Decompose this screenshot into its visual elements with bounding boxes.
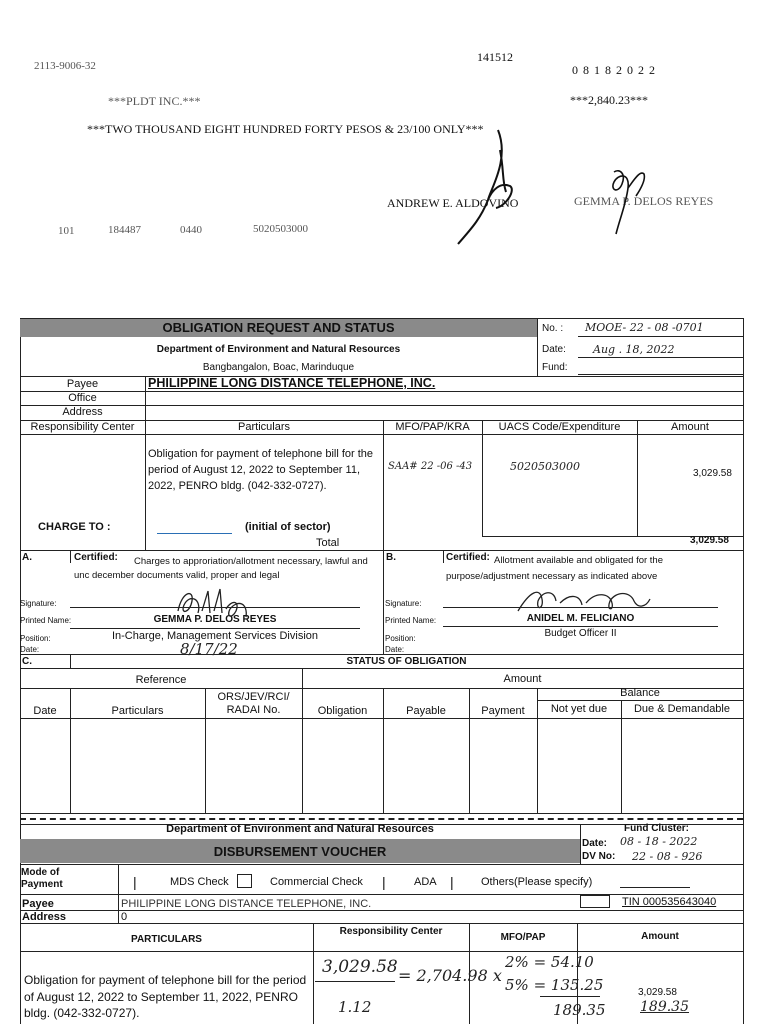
- printed-name-a: GEMMA P. DELOS REYES: [153, 614, 277, 625]
- payee-value: PHILIPPINE LONG DISTANCE TELEPHONE, INC.: [148, 376, 436, 390]
- dv-payee-value: PHILIPPINE LONG DISTANCE TELEPHONE, INC.: [121, 898, 372, 910]
- payee-label: Payee: [66, 378, 99, 390]
- check-amount: ***2,840.23***: [570, 93, 648, 107]
- check-image: [0, 0, 768, 290]
- position-b: Budget Officer II: [544, 628, 617, 639]
- check-signatory-1: ANDREW E. ALDOVINO: [387, 196, 519, 210]
- certified-b-label: Certified:: [446, 552, 490, 563]
- calc-tax-5pct: 5% = 135.25: [505, 976, 604, 994]
- col-mfo: MFO/PAP/KRA: [395, 421, 470, 433]
- status-col-particulars: Particulars: [111, 705, 164, 717]
- col-particulars: Particulars: [238, 421, 290, 433]
- section-c: C.: [22, 656, 32, 667]
- dv-payee-label: Payee: [22, 898, 54, 910]
- dv-date-label: Date:: [582, 838, 608, 849]
- section-b: B.: [386, 552, 396, 563]
- printed-name-label-b: Printed Name:: [385, 616, 437, 625]
- initial-of-sector: (initial of sector): [245, 521, 331, 533]
- dv-amount-value: 3,029.58: [638, 987, 677, 998]
- col-amount: Amount: [671, 421, 709, 433]
- micr-1: 101: [58, 225, 75, 237]
- amount-value: 3,029.58: [693, 468, 732, 479]
- check-amount-words: ***TWO THOUSAND EIGHT HUNDRED FORTY PESOS & 23/100 ONLY***: [87, 122, 484, 136]
- signature-aldovino: [440, 120, 540, 250]
- dv-no-label: DV No:: [582, 851, 616, 862]
- micr-2: 184487: [108, 224, 141, 236]
- position-a: In-Charge, Management Services Division: [111, 630, 319, 642]
- charge-to-label: CHARGE TO :: [38, 521, 111, 533]
- dv-col-amount: Amount: [641, 931, 679, 942]
- dv-col-mfo-pap: MFO/PAP: [500, 932, 546, 943]
- signature-label-b: Signature:: [385, 599, 422, 608]
- obr-agency: Department of Environment and Natural Resources: [156, 344, 401, 355]
- status-col-payable: Payable: [406, 705, 446, 717]
- obr-title: OBLIGATION REQUEST AND STATUS: [162, 320, 395, 335]
- check-number: 141512: [477, 50, 513, 64]
- obr-no-label: No. :: [542, 323, 564, 334]
- obligation-request-form: OBLIGATION REQUEST AND STATUS Department of Environment and Natural Resources Bangbangalon, Boac, Marinduque No. : MOOE- 22 - 08 -0701 Date: Aug . 18, 2022 Fund: Payee PHILIPPINE LONG DISTANCE TELEPHONE, INC. Office Address Responsibility Center Particulars MFO/PAP/KRA UACS Code/Expenditure Amount Obligation for payment of telephone bill for the period of August 12, 2022 to September 11, 2022, PENRO bldg. (042-332-0727). SAA# 22 -06 -43 5020503000 3,029.58 CHARGE TO : (initial of sector) Total 3,029.58 A. Certified: Charges to approriation/allotment necessary, lawful and unc december documents valid, proper and legal B. Certified: Allotment available and obligated for the purpose/adjustment necessary as indicated above Signature: Printed Name: GEMMA P. DELOS REYES Position: In-Charge, Management Services Division Date: 8/17/22 Signature: Printed Name: ANIDEL M. FELICIANO Position: Budget Officer II Date: C. STATUS OF OBLIGATION Reference Amount Balance Date Particulars ORS/JEV/RCI/ RADAI No. Obligation Payable Payment Not yet due Due & Demandable Department of Environment and Natural Resources Fund Cluster: DISBURSEMENT VOUCHER Date: 08 - 18 - 2022 DV No: 22 - 08 - 926 Mode of Payment | MDS Check Commercial Check | ADA | Others(Please specify) Payee PHILIPPINE LONG DISTANCE TELEPHONE, INC. TIN 000535643040 Address 0 PARTICULARS Responsibility Center MFO/PAP Amount Obligation for payment of telephone bill for the period of August 12, 2022 to September 11, 2022, PENRO bldg. (042-332-0727). 3,029.58 = 2,704.98 x 1.12 2% = 54.10 5% = 135.25 189.35 3,029.58 189.35: [0, 296, 768, 1024]
- total-label: Total: [316, 537, 340, 549]
- dv-address-label: Address: [22, 911, 67, 923]
- tin-box: [580, 895, 610, 908]
- ada-label: ADA: [414, 876, 437, 888]
- signature-label-a: Signature:: [20, 599, 57, 608]
- date-label-b: Date:: [385, 645, 405, 654]
- calc-gross: 3,029.58: [322, 957, 398, 977]
- tin-value: TIN 000535643040: [622, 896, 717, 908]
- calc-total-tax: 189.35: [553, 1001, 606, 1019]
- reference-label: Reference: [135, 674, 187, 686]
- status-title: STATUS OF OBLIGATION: [346, 656, 467, 667]
- mfo-value: SAA# 22 -06 -43: [388, 461, 473, 472]
- position-label-a: Position:: [20, 634, 51, 643]
- dv-title: DISBURSEMENT VOUCHER: [213, 844, 387, 859]
- obr-date-label: Date:: [542, 344, 566, 355]
- dv-col-responsibility-center: Responsibility Center: [339, 926, 443, 937]
- status-col-ors: ORS/JEV/RCI/ RADAI No.: [217, 691, 290, 716]
- total-value: 3,029.58: [690, 535, 729, 546]
- balance-label: Balance: [620, 687, 660, 699]
- calc-net: = 2,704.98 x: [398, 966, 502, 985]
- check-signatory-2: GEMMA P. DELOS REYES: [574, 194, 714, 208]
- mds-check-checkbox[interactable]: [237, 874, 252, 888]
- dv-agency: Department of Environment and Natural Resources: [166, 823, 434, 835]
- particulars-text: Obligation for payment of telephone bill for the period of August 12, 2022 to September 11, 2022, PENRO bldg. (042-332-0727).: [148, 448, 374, 492]
- others-label: Others(Please specify): [481, 876, 593, 888]
- status-amount-label: Amount: [503, 673, 542, 685]
- date-label-a: Date:: [20, 645, 40, 654]
- status-col-date: Date: [33, 705, 57, 717]
- calc-tax-2pct: 2% = 54.10: [505, 953, 594, 971]
- mode-of-payment-label: Mode of Payment: [21, 867, 63, 890]
- mds-check-label: MDS Check: [170, 876, 229, 888]
- dv-date-value: 08 - 18 - 2022: [620, 835, 698, 848]
- uacs-value: 5020503000: [510, 460, 580, 473]
- printed-name-b: ANIDEL M. FELICIANO: [526, 613, 635, 624]
- obr-date-value: Aug . 18, 2022: [593, 343, 675, 356]
- dv-amount-less: 189.35: [640, 999, 689, 1015]
- section-a: A.: [22, 552, 32, 563]
- status-col-payment: Payment: [481, 705, 525, 717]
- date-a: 8/17/22: [180, 640, 238, 658]
- micr-3: 0440: [180, 224, 202, 236]
- status-col-due-demandable: Due & Demandable: [633, 703, 730, 715]
- check-date: 0 8 1 8 2 0 2 2: [572, 63, 656, 77]
- dv-address-value: 0: [121, 911, 128, 923]
- dv-particulars-text: Obligation for payment of telephone bill for the period of August 12, 2022 to September 11, 2022, PENRO bldg. (042-332-0727).: [24, 973, 307, 1020]
- dv-col-particulars: PARTICULARS: [131, 934, 202, 945]
- dv-no-value: 22 - 08 - 926: [632, 850, 703, 863]
- position-label-b: Position:: [385, 634, 416, 643]
- obr-address: Bangbangalon, Boac, Marinduque: [202, 362, 355, 373]
- address-label: Address: [62, 406, 103, 418]
- check-code: 2113-9006-32: [34, 60, 96, 72]
- check-payee: ***PLDT INC.***: [108, 94, 201, 108]
- certified-a-text: Charges to approriation/allotment necessary, lawful and unc december documents valid, proper and legal: [74, 556, 368, 581]
- col-responsibility-center: Responsibility Center: [30, 421, 135, 433]
- commercial-check-label: Commercial Check: [270, 876, 363, 888]
- obr-no-value: MOOE- 22 - 08 -0701: [585, 321, 704, 334]
- calc-divisor: 1.12: [338, 998, 372, 1016]
- micr-4: 5020503000: [253, 223, 308, 235]
- col-uacs: UACS Code/Expenditure: [498, 421, 621, 433]
- fund-cluster-label: Fund Cluster:: [624, 823, 689, 834]
- certified-b-text: Allotment available and obligated for the purpose/adjustment necessary as indicated above: [446, 555, 664, 582]
- printed-name-label-a: Printed Name:: [20, 616, 72, 625]
- certified-a-label: Certified:: [74, 552, 118, 563]
- obr-fund-label: Fund:: [542, 362, 568, 373]
- status-col-not-yet-due: Not yet due: [550, 703, 608, 715]
- office-label: Office: [68, 392, 97, 404]
- status-col-obligation: Obligation: [317, 705, 368, 717]
